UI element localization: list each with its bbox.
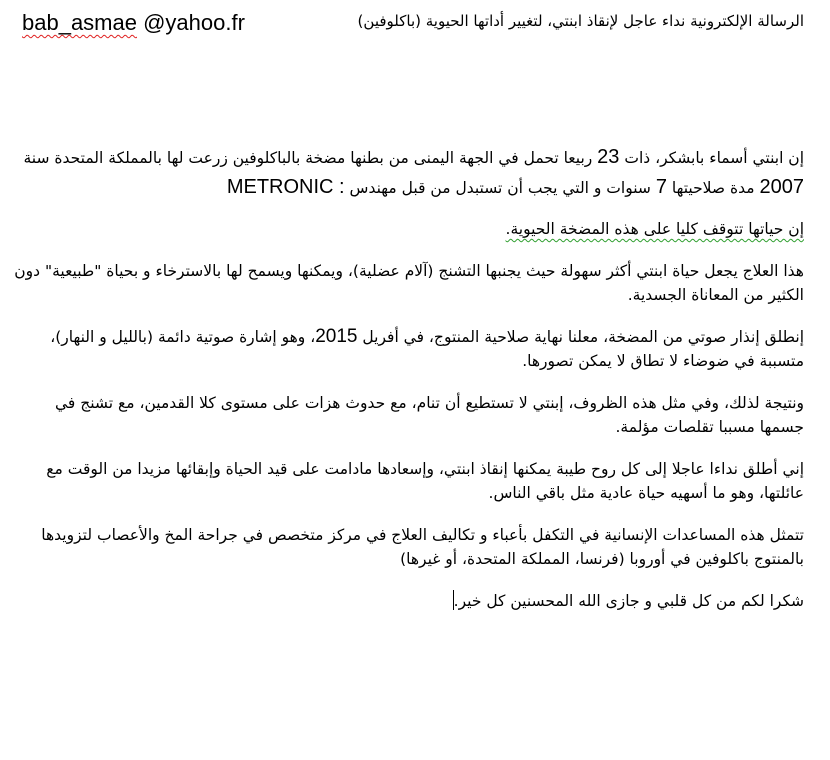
paragraph-4 (14, 325, 804, 373)
p1-company: METRONIC : (226, 176, 345, 198)
p4-year: 2015 (315, 326, 358, 347)
p8-text: شكرا لكم من كل قلبي و جازى الله المحسنين كل خير. (453, 592, 804, 610)
paragraph-3: هذا العلاج يجعل حياة ابنتي أكثر سهولة حيث يجنبها التشنج (آلام عضلية)، ويمكنها ويسمح لها بالاسترخاء و بحياة "طبيعية" دون الكثير من المعاناة الجسدية. (14, 262, 804, 304)
email-username: bab_asmae (22, 10, 137, 35)
p1-text-d: سنوات و التي يجب أن تستبدل من قبل مهندس (344, 179, 656, 197)
paragraph-7: تتمثل هذه المساعدات الإنسانية في التكفل بأعباء و تكاليف العلاج في مركز متخصص في جراحة المخ والأعصاب لتزويدها بالمنتوج باكلوفين في أوروبا (فرنسا، المملكة المتحدة، أو غيرها) (41, 526, 804, 568)
letter-title: الرسالة الإلكترونية نداء عاجل لإنقاذ ابنتي، لتغيير أداتها الحيوية (باكلوفين) (357, 12, 804, 30)
p1-text-a: إن ابنتي أسماء بابشكر، ذات (619, 149, 804, 167)
paragraph-2 (14, 217, 804, 241)
p4-text-a: إنطلق إنذار صوتي من المضخة، معلنا نهاية صلاحية المنتوج، في أفريل (357, 328, 804, 346)
email-address (22, 8, 245, 38)
p1-year: 2007 (759, 176, 804, 198)
paragraph-6: إني أطلق نداءا عاجلا إلى كل روح طيبة يمكنها إنقاذ ابنتي، وإسعادها مادامت على قيد الحياة وإبقائها مزيدا من الوقت مع عائلتها، وهو ما أسهيه حياة عادية مثل باقي الناس. (46, 460, 804, 502)
p1-text-b: ربيعا تحمل في الجهة اليمنى من بطنها مضخة بالباكلوفين زرعت لها بالمملكة المتحدة سنة (23, 149, 598, 167)
p1-age: 23 (597, 146, 620, 168)
paragraph-8 (14, 589, 804, 613)
paragraph-1 (14, 143, 804, 203)
p2-text: إن حياتها تتوقف كليا على هذه المضخة الحيوية. (505, 220, 804, 238)
p4-text-b: ، وهو إشارة صوتية دائمة (بالليل و النهار)، متسببة في ضوضاء لا تطاق لا يمكن تصورها. (50, 328, 804, 370)
paragraph-5: ونتيجة لذلك، وفي مثل هذه الظروف، إبنتي لا تستطيع أن تنام، مع حدوث هزات على مستوى كلا القدمين، مع تشنج في جسمها مسببا تقلصات مؤلمة. (54, 394, 804, 436)
p1-text-c: مدة صلاحيتها (666, 179, 760, 197)
letter-body[interactable] (14, 143, 804, 631)
email-domain: @yahoo.fr (136, 10, 245, 35)
p1-years: 7 (655, 176, 667, 198)
